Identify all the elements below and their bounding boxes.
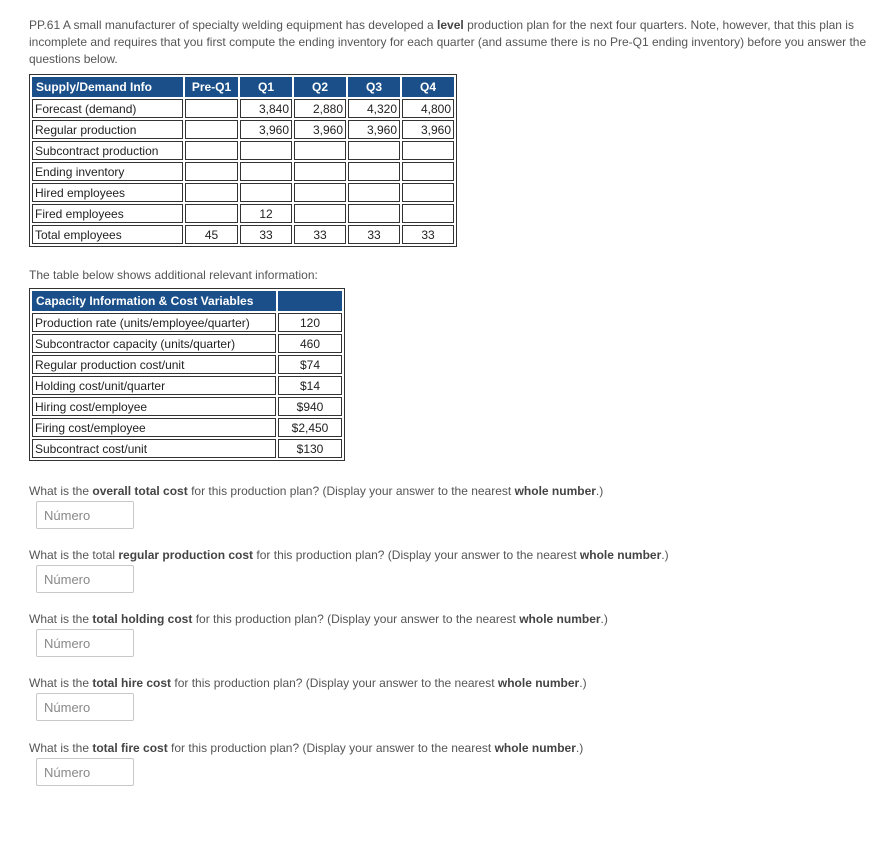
fire-cost-input[interactable]	[36, 758, 134, 786]
regular-production-cost-input[interactable]	[36, 565, 134, 593]
cell: 3,960	[402, 120, 454, 139]
plan-header-q3: Q3	[348, 77, 400, 97]
cell	[294, 162, 346, 181]
cell: $940	[278, 397, 342, 416]
intro-text-1: PP.61 A small manufacturer of specialty welding equipment has developed a	[29, 18, 438, 32]
cell: 460	[278, 334, 342, 353]
cell	[185, 99, 238, 118]
cell	[348, 162, 400, 181]
overall-total-cost-input[interactable]	[36, 501, 134, 529]
cell: 33	[402, 225, 454, 244]
row-label: Regular production	[32, 120, 183, 139]
table-row	[32, 225, 454, 244]
question-regular-production-cost: What is the total regular production cost for this production plan? (Display your answer to the nearest whole number.)	[29, 548, 669, 562]
question-overall-total-cost: What is the overall total cost for this production plan? (Display your answer to the nearest whole number.)	[29, 484, 604, 498]
cell	[185, 141, 238, 160]
plan-header-preq1: Pre-Q1	[185, 77, 238, 97]
table-row	[32, 334, 342, 353]
holding-cost-input[interactable]	[36, 629, 134, 657]
cost-header-label: Capacity Information & Cost Variables	[32, 291, 276, 311]
cell: 3,960	[294, 120, 346, 139]
row-label: Fired employees	[32, 204, 183, 223]
additional-info-note: The table below shows additional relevant information:	[29, 268, 318, 282]
intro-text-2: production plan for the next four quarters. Note, however, that this plan is incomplete and requires that you first compute the ending inventory for each quarter (and assume there is no Pre-Q1 ending inventory) before you answer the questions below.	[29, 18, 867, 66]
problem-statement	[29, 17, 869, 68]
table-row	[32, 376, 342, 395]
cell	[294, 204, 346, 223]
question-holding-cost: What is the total holding cost for this production plan? (Display your answer to the nearest whole number.)	[29, 612, 608, 626]
cell	[402, 162, 454, 181]
row-label: Total employees	[32, 225, 183, 244]
table-row	[32, 141, 454, 160]
cell: 33	[348, 225, 400, 244]
row-label: Ending inventory	[32, 162, 183, 181]
table-row	[32, 355, 342, 374]
row-label: Production rate (units/employee/quarter)	[32, 313, 276, 332]
plan-header-row	[32, 77, 454, 97]
cell	[348, 141, 400, 160]
row-label: Subcontractor capacity (units/quarter)	[32, 334, 276, 353]
intro-bold-level: level	[437, 18, 464, 32]
cell	[294, 183, 346, 202]
row-label: Forecast (demand)	[32, 99, 183, 118]
cell	[240, 141, 292, 160]
row-label: Subcontract production	[32, 141, 183, 160]
row-label: Hiring cost/employee	[32, 397, 276, 416]
cost-header-row	[32, 291, 342, 311]
question-hire-cost: What is the total hire cost for this production plan? (Display your answer to the nearest whole number.)	[29, 676, 587, 690]
table-row	[32, 418, 342, 437]
cell	[348, 183, 400, 202]
plan-header-label: Supply/Demand Info	[32, 77, 183, 97]
table-row	[32, 204, 454, 223]
cell	[402, 204, 454, 223]
cell: 4,320	[348, 99, 400, 118]
plan-header-q1: Q1	[240, 77, 292, 97]
cell: 3,840	[240, 99, 292, 118]
row-label: Firing cost/employee	[32, 418, 276, 437]
cell	[240, 183, 292, 202]
row-label: Subcontract cost/unit	[32, 439, 276, 458]
cell: 120	[278, 313, 342, 332]
row-label: Regular production cost/unit	[32, 355, 276, 374]
cell: $74	[278, 355, 342, 374]
cell: 45	[185, 225, 238, 244]
cell: 3,960	[348, 120, 400, 139]
cell: 2,880	[294, 99, 346, 118]
table-row	[32, 313, 342, 332]
cell: $2,450	[278, 418, 342, 437]
table-row	[32, 439, 342, 458]
table-row	[32, 183, 454, 202]
cell	[185, 162, 238, 181]
plan-header-q2: Q2	[294, 77, 346, 97]
cell	[185, 183, 238, 202]
cell	[240, 162, 292, 181]
cell: 3,960	[240, 120, 292, 139]
cell	[348, 204, 400, 223]
table-row	[32, 162, 454, 181]
question-fire-cost: What is the total fire cost for this production plan? (Display your answer to the nearest whole number.)	[29, 741, 584, 755]
plan-header-q4: Q4	[402, 77, 454, 97]
cell: $14	[278, 376, 342, 395]
cell	[294, 141, 346, 160]
cell: 33	[240, 225, 292, 244]
cell	[402, 183, 454, 202]
cell: 4,800	[402, 99, 454, 118]
cost-header-value	[278, 291, 342, 311]
row-label: Hired employees	[32, 183, 183, 202]
cell: 12	[240, 204, 292, 223]
cell: $130	[278, 439, 342, 458]
hire-cost-input[interactable]	[36, 693, 134, 721]
row-label: Holding cost/unit/quarter	[32, 376, 276, 395]
cost-variables-table	[29, 288, 345, 461]
table-row	[32, 397, 342, 416]
cell: 33	[294, 225, 346, 244]
production-plan-table	[29, 74, 457, 247]
cell	[185, 120, 238, 139]
table-row	[32, 120, 454, 139]
cell	[185, 204, 238, 223]
table-row	[32, 99, 454, 118]
cell	[402, 141, 454, 160]
